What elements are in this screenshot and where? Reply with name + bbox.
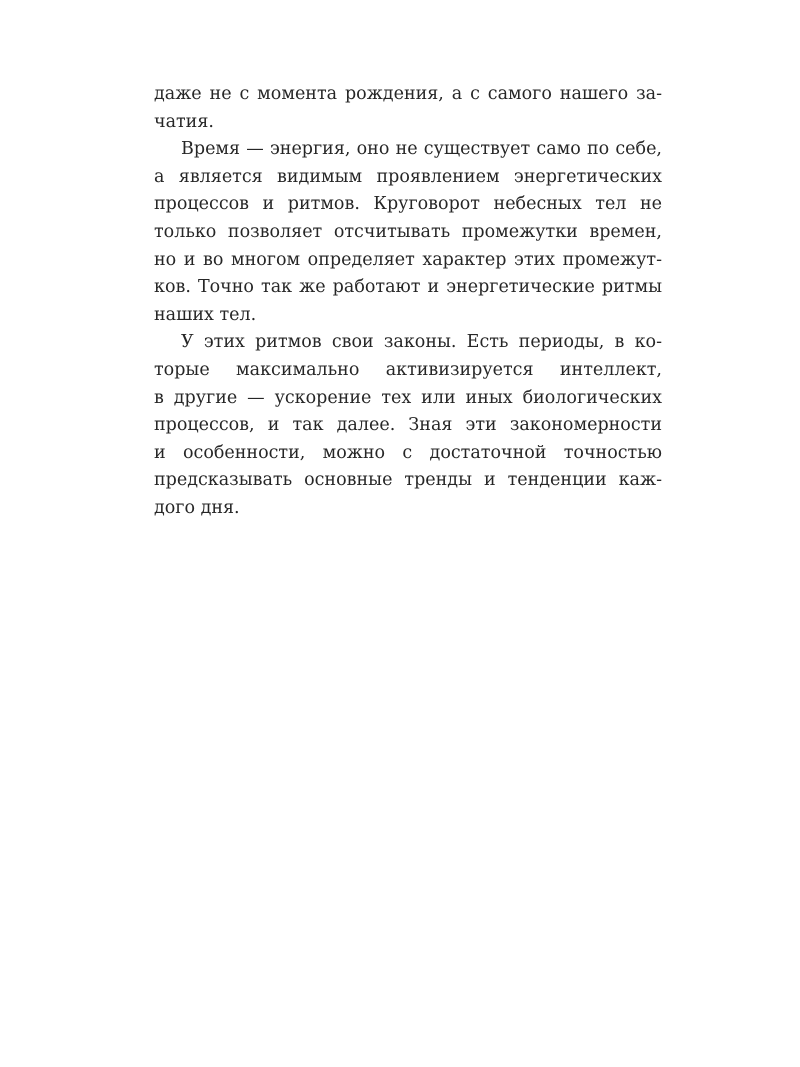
text-line: предсказывать основные тренды и тенденции каж-: [154, 470, 662, 491]
text-line: процессов, и так далее. Зная эти закономерности: [154, 415, 662, 436]
text-line: ков. Точно так же работают и энергетические ритмы: [154, 277, 662, 298]
text-line: наших тел.: [154, 304, 257, 325]
text-line: но и во многом определяет характер этих промежут-: [154, 249, 662, 270]
text-line: только позволяет отсчитывать промежутки времен,: [154, 221, 662, 242]
text-line: и особенности, можно с достаточной точностью: [154, 442, 662, 463]
text-line: в другие — ускорение тех или иных биологических: [154, 387, 662, 408]
page-text: [154, 81, 662, 523]
text-line: процессов и ритмов. Круговорот небесных тел не: [154, 194, 662, 215]
text-line: Время — энергия, оно не существует само по себе,: [181, 139, 662, 160]
text-line: дого дня.: [154, 497, 240, 518]
paragraph: [154, 81, 662, 136]
text-line: чатия.: [154, 111, 214, 132]
paragraph: [154, 329, 662, 522]
text-line: а является видимым проявлением энергетических: [154, 166, 662, 187]
text-line: У этих ритмов свои законы. Есть периоды, в ко-: [181, 332, 662, 353]
text-line: даже не с момента рождения, а с самого нашего за-: [154, 84, 662, 104]
text-line: торые максимально активизируется интеллект,: [154, 359, 662, 380]
paragraph: [154, 136, 662, 329]
